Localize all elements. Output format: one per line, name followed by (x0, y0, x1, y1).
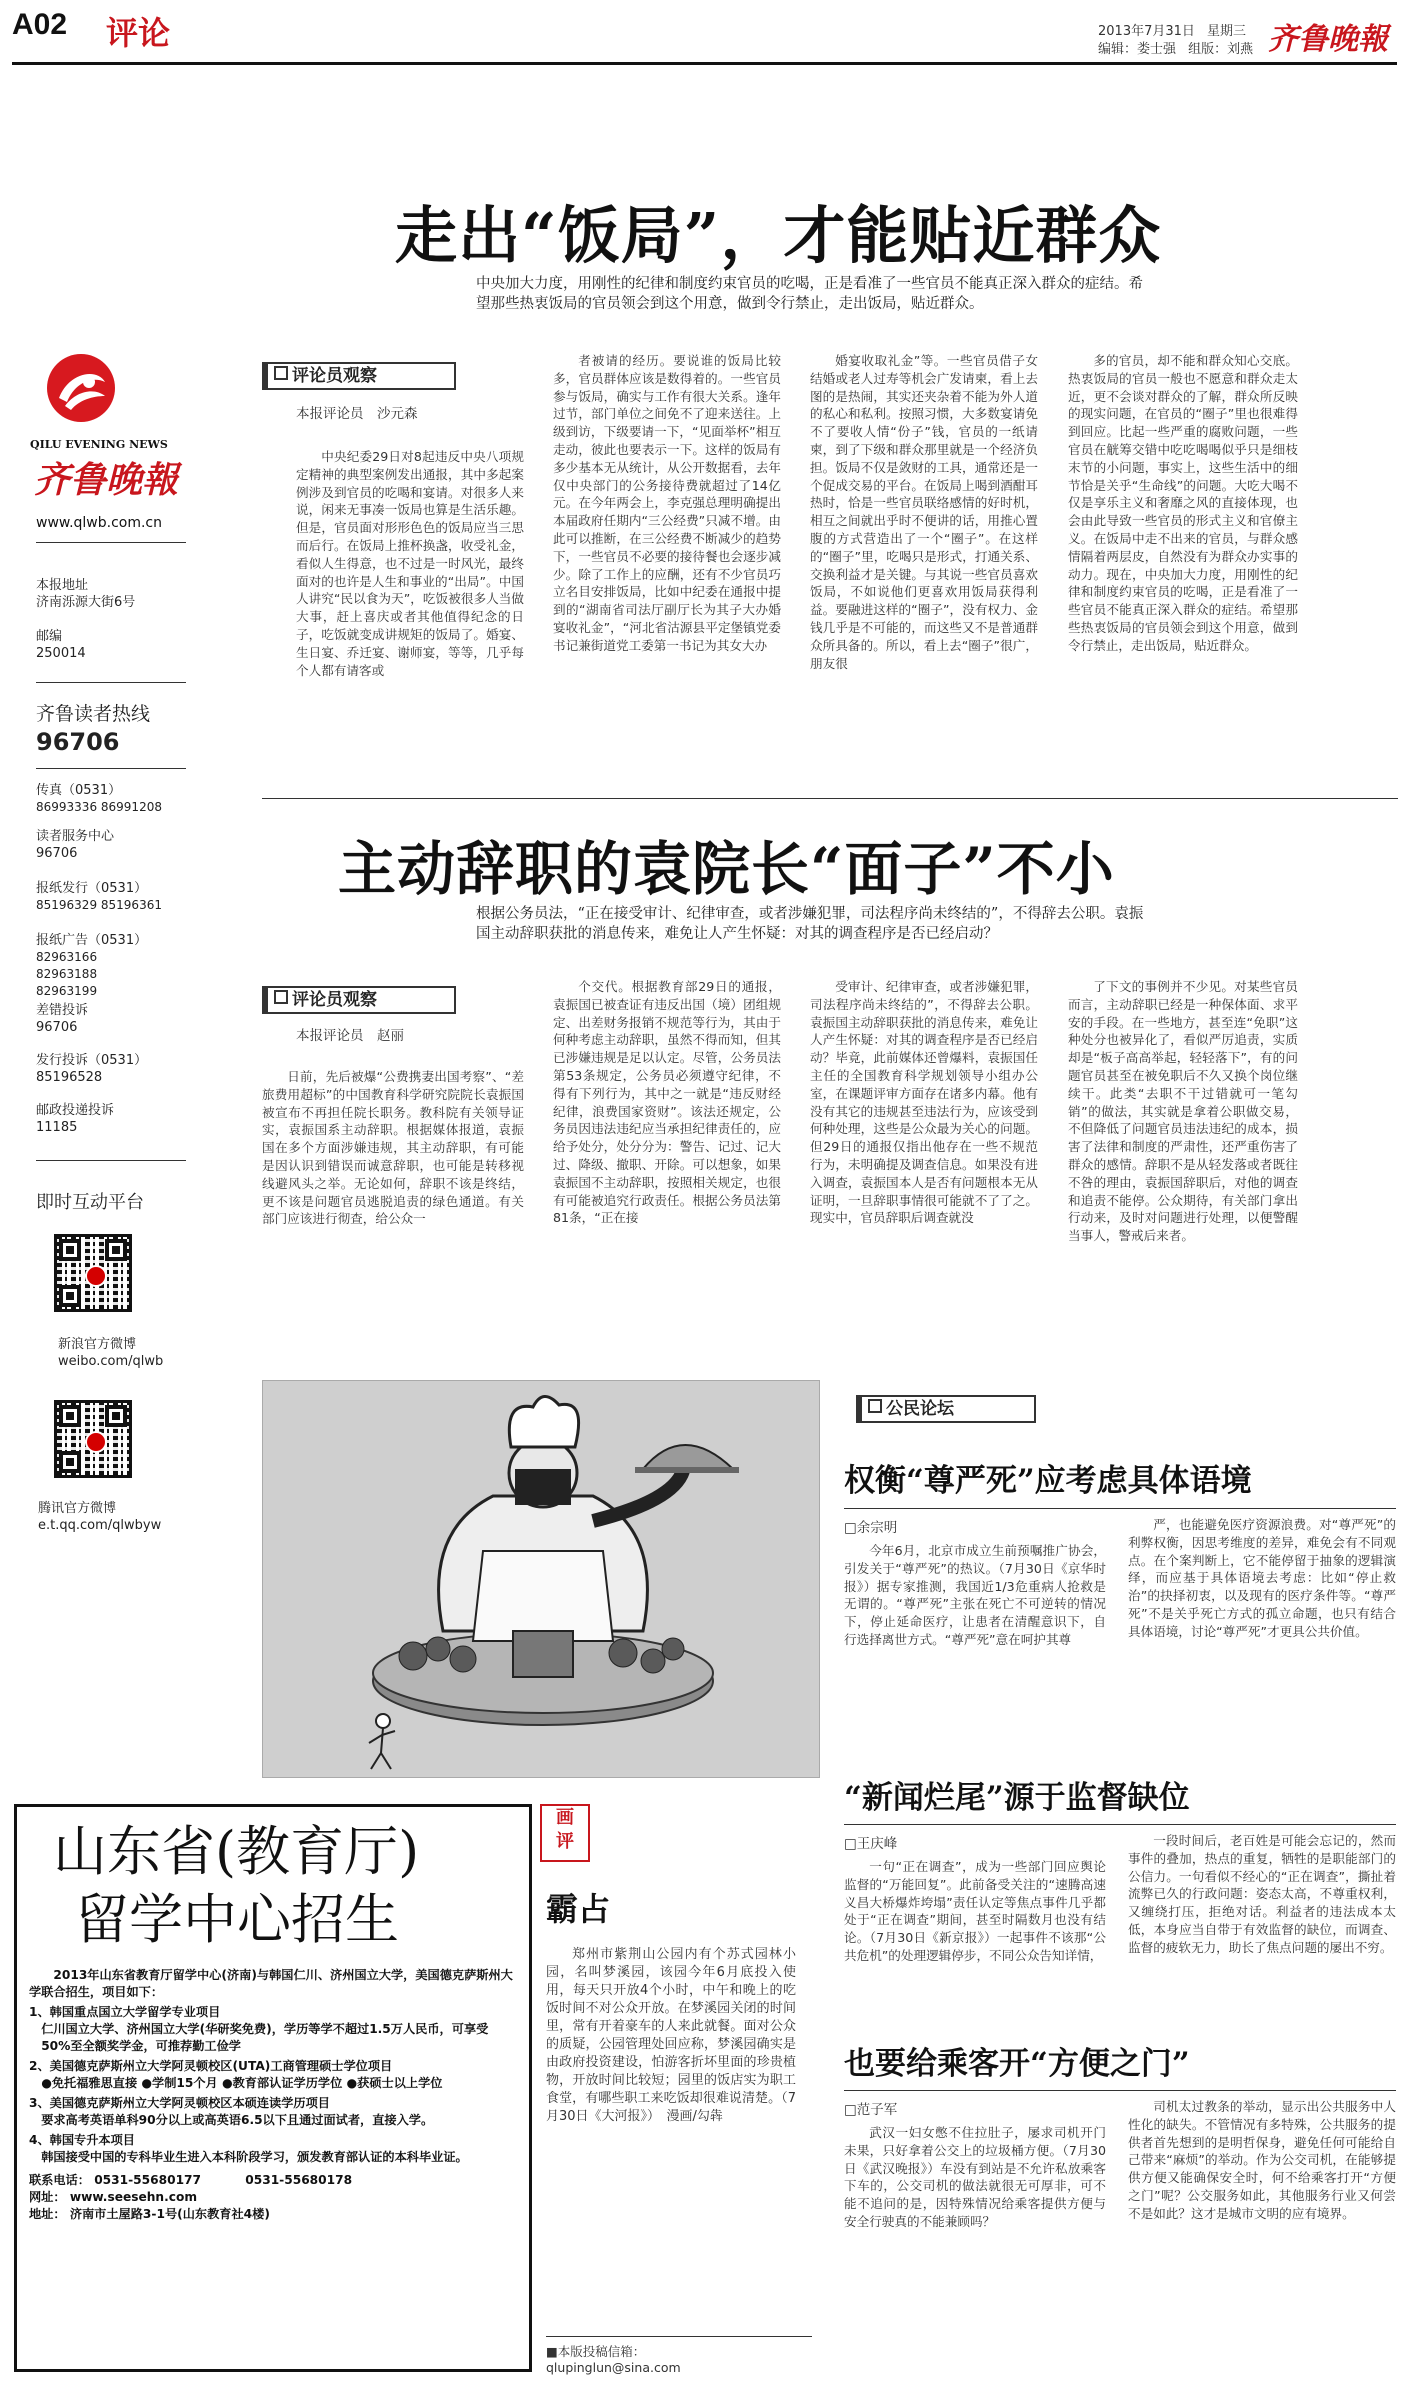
ad-headline-1: 山东省(教育厅) (53, 1820, 420, 1883)
forum-article1-headline: 权衡“尊严死”应考虑具体语境 (844, 1463, 1252, 1499)
ad-addr-row (29, 2206, 513, 2223)
cartoon-comment-badge (540, 1804, 590, 1862)
postcode-label: 邮编 (36, 629, 63, 644)
label-text: 评论员观察 (292, 990, 377, 1010)
website-url[interactable]: www.qlwb.com.cn (36, 515, 162, 531)
postcode: 250014 (36, 646, 86, 661)
qr-logo-icon (85, 1265, 107, 1287)
label-square-icon (274, 990, 288, 1004)
logo-english: QILU EVENING NEWS (30, 438, 168, 451)
qr-finder (59, 1239, 81, 1261)
forum-article3-headline: 也要给乘客开“方便之门” (844, 2046, 1190, 2082)
sina-weibo-url[interactable]: weibo.com/qlwb (58, 1354, 164, 1369)
article1-col2-text: 者被请的经历。要说谁的饭局比较多，官员群体应该是数得着的。一些官员参与饭局，确实与工作有很大关系。逢年过节，部门单位之间免不了迎来送往。上级到访，下级要请一下，“见面举杯”相互走动，彼此也要表示一下。这样的饭局有多少基本无从统计，从公开数据看，去年仅中央部门的公务接待费就超过了14亿元。在今年两会上，李克强总理明确提出本届政府任期内“三公经费”只减不增。由此可以推断，在三公经费不断减少的趋势下，一些官员不必要的接待餐也会逐步减少。除了工作上的应酬，还有不少官员巧立名目安排饭局，比如中纪委在通报中提到的“湖南省司法厅副厅长为其子大办婚宴收礼金”，“河北省沽源县平定堡镇党委书记兼街道党工委第一书记为其女大办 (553, 353, 781, 653)
ad-phone-1[interactable]: 0531-55680177 (94, 2173, 202, 2187)
article2-col4 (1068, 978, 1298, 1344)
label-text: 评论员观察 (292, 366, 377, 386)
page-number: A02 (12, 8, 68, 41)
article1-divider (262, 798, 1398, 799)
hotline-label: 齐鲁读者热线 (36, 703, 151, 725)
qr-finder (59, 1285, 81, 1307)
article2-col2 (553, 978, 781, 1344)
forum-article2-col2 (1128, 1832, 1396, 2026)
ad-addr: 济南市土屋路3-1号(山东教育社4楼) (69, 2207, 270, 2221)
forum-article2-headline: “新闻烂尾”源于监督缺位 (844, 1780, 1190, 1816)
ad-item1: 1、韩国重点国立大学留学专业项目 (29, 2005, 221, 2019)
ad-item2-tags: ●免托福雅思直接 ●学制15个月 ●教育部认证学历学位 ●获硕士以上学位 (41, 2076, 443, 2090)
header-brand-logo: 齐鲁晚報 (1268, 22, 1388, 57)
article1-col1 (296, 448, 524, 784)
header-rule (12, 62, 1397, 65)
forum-article1-col2-text: 严，也能避免医疗资源浪费。对“尊严死”的利弊权衡，因思考维度的差异，难免会有不同观点。在个案判断上，它不能停留于抽象的逻辑演绎，而应基于具体语境去考虑：比如“停止救治”的抉择初衷，以及现有的医疗条件等。“尊严死”不是关乎死亡方式的孤立命题，也只有结合具体语境，讨论“尊严死”才更具公共价值。 (1128, 1517, 1396, 1639)
qr-finder (59, 1405, 81, 1427)
date-text: 2013年7月31日 (1098, 24, 1195, 39)
badge-char-2: 评 (556, 1831, 574, 1852)
forum-article2-author: □王庆峰 (844, 1836, 898, 1852)
editor-credits (1098, 38, 1253, 57)
section-title: 评论 (106, 14, 171, 52)
ad-site[interactable]: www.seesehn.com (69, 2190, 198, 2204)
forum-section-label (856, 1395, 1036, 1423)
article1-col4-text: 多的官员，却不能和群众知心交底。热衷饭局的官员一般也不愿意和群众走太近，更不会谈对群众的了解，群众所反映的现实问题，在官员的“圈子”里也很难得到回应。比起一些严重的腐败问题，一些官员在觥筹交错中吃吃喝喝似乎只是细枝末节的小问题，事实上，这些生活中的细节恰是关乎“生命线”的问题。大吃大喝不仅是享乐主义和奢靡之风的直接体现，也会由此导致一些官员的形式主义和官僚主义。在饭局中走不出来的官员，与群众感情隔着两层皮，自然没有为群众办实事的动力。现在，中央加大力度，用刚性的纪律和制度约束官员的吃喝，正是看准了一些官员不能真正深入群众的症结。希望那些热衷饭局的官员领会到这个用意，做到令行禁止，走出饭局，贴近群众。 (1068, 353, 1298, 653)
postal-number: 11185 (36, 1120, 78, 1135)
reader-service-label: 读者服务中心 (36, 829, 115, 844)
qr-finder (59, 1451, 81, 1473)
cartoon-illustration (262, 1380, 820, 1778)
education-ad[interactable] (14, 1804, 532, 2372)
forum-article2-rule (844, 1824, 1396, 1825)
delivery-number: 85196528 (36, 1070, 103, 1085)
complaint-label: 差错投诉 (36, 1003, 89, 1018)
forum-article1-col1 (844, 1542, 1106, 1752)
ad-item2: 2、美国德克萨斯州立大学阿灵顿校区(UTA)工商管理硕士学位项目 (29, 2059, 393, 2073)
submission-label: ■本版投稿信箱： (546, 2344, 646, 2359)
forum-article2-col1 (844, 1858, 1106, 2026)
editor-text: 编辑：娄士强 (1098, 42, 1177, 57)
article2-deck: 根据公务员法，“正在接受审计、纪律审查，或者涉嫌犯罪，司法程序尚未终结的”，不得辞去公职。袁振国主动辞职获批的消息传来，难免让人产生怀疑：对其的调查程序是否已经启动？ (476, 906, 1144, 942)
forum-article3-rule (844, 2090, 1396, 2091)
forum-article1-author: □余宗明 (844, 1520, 898, 1536)
delivery-label: 发行投诉（0531） (36, 1053, 148, 1068)
submission-email[interactable]: qlupinglun@sina.com (546, 2360, 681, 2375)
tencent-weibo-url[interactable]: e.t.qq.com/qlwbyw (38, 1518, 162, 1533)
forum-article1-col1-text: 今年6月，北京市成立生前预嘱推广协会，引发关于“尊严死”的热议。（7月30日《京华时报》）据专家推测，我国近1/3危重病人抢救是无谓的。“尊严死”主张在死亡不可逆转的情况下，停止延命医疗，让患者在清醒意识下，自行选择离世方式。“尊严死”意在呵护其尊 (844, 1543, 1106, 1647)
ad-item4: 4、韩国专升本项目 (29, 2133, 135, 2147)
sidebar-rule-3 (36, 768, 186, 769)
cartoon-caption-text: 郑州市紫荆山公园内有个苏式园林小园，名叫梦溪园，该园今年6月底投入使用，每天只开放4个小时，中午和晚上的吃饭时间不对公众开放。在梦溪园关闭的时间里，常有开着豪车的人来此就餐。面对公众的质疑，公园管理处回应称，梦溪园确实是由政府投资建设，怕游客折坏里面的珍贵植物，开放时间比较短；园里的饭店实为职工食堂，有哪些职工来吃饭却很难说清楚。（7月30日《大河报》） 漫画/勾犇 (546, 1947, 796, 2124)
sidebar-rule-1 (36, 542, 186, 543)
article1-col1-text: 中央纪委29日对8起违反中央八项规定精神的典型案例发出通报，其中多起案例涉及到官员的吃喝和宴请。对很多人来说，闲来无事凑一饭局也算是生活乐趣。但是，官员面对形形色色的饭局应当三思而后行。在饭局上推杯换盏，收受礼金，看似人生得意，也不过是一时风光，最终面对的也许是人生和事业的“出局”。中国人讲究“民以食为天”，吃饭被很多人当做大事，赶上喜庆或者其他值得纪念的日子，吃饭就变成讲规矩的饭局了。婚宴、生日宴、乔迁宴、谢师宴，等等，几乎每个人都有请客或 (296, 449, 524, 678)
article2-col4-text: 了下文的事例并不少见。对某些官员而言，主动辞职已经是一种保体面、求平安的手段。在一些地方，甚至连“免职”这种处分也被异化了，看似严厉追责，实质却是“板子高高举起，轻轻落下”，有的问题官员甚至在被免职后不久又换个岗位继续干。此类“去职不干过错就可一笔勾销”的做法，其实就是拿着公职做交易，不但降低了问题官员违法违纪的成本，损害了法律和制度的严肃性，还严重伤害了群众的感情。辞职不是从轻发落或者既往不咎的理由，袁振国辞职后，对他的调查和追责不能停。公众期待，有关部门拿出行动来，及时对问题进行处理，以便警醒当事人，警戒后来者。 (1068, 979, 1298, 1244)
badge-char-1: 画 (556, 1807, 574, 1828)
cartoon-title: 霸占 (546, 1890, 611, 1928)
label-text: 公民论坛 (886, 1399, 954, 1419)
article1-col2 (553, 352, 781, 784)
forum-article1-rule (844, 1508, 1396, 1509)
ad-addr-label: 地址： (29, 2207, 66, 2221)
ad-site-label: 网址： (29, 2190, 66, 2204)
ad-phone-label: 联系电话： (29, 2173, 90, 2187)
distribution-label: 报纸发行（0531） (36, 881, 148, 896)
postal-label: 邮政投递投诉 (36, 1103, 115, 1118)
article1-byline: 本报评论员 沙元森 (296, 406, 418, 422)
article2-col2-text: 个交代。根据教育部29日的通报，袁振国已被查证有违反出国（境）团组规定、出差财务报销不规范等行为，其由于何种考虑主动辞职，虽然不得而知，但其已涉嫌违规是足以认定。尽管，公务员法第53条规定，公务员必须遵守纪律，不得有下列行为，其中之一就是“违反财经纪律，浪费国家资财”。该法还规定，公务员因违法违纪应当承担纪律责任的，应给予处分，处分分为：警告、记过、记大过、降级、撤职、开除。可以想象，如果袁振国不主动辞职，按照相关规定，也很有可能被追究行政责任。根据公务员法第81条，“正在接 (553, 979, 781, 1226)
tencent-weibo-qr-code[interactable] (54, 1400, 132, 1478)
issue-date (1098, 20, 1246, 39)
qr-finder (105, 1239, 127, 1261)
article2-col3-text: 受审计、纪律审查，或者涉嫌犯罪，司法程序尚未终结的”，不得辞去公职。袁振国主动辞职获批的消息传来，难免让人产生怀疑：对其的调查程序是否已经启动？毕竟，此前媒体还曾爆料，袁振国任主任的全国教育科学规划领导小组办公室，在课题评审方面存在诸多内幕。他有没有其它的违规甚至违法行为，应该受到何种处理，这些是公众最为关心的问题。但29日的通报仅指出他存在一些不规范行为，未明确提及调查信息。如果没有进入调查，袁振国本人是否有问题根本无从证明，一旦辞职事情很可能就不了了之。现实中，官员辞职后调查就没 (810, 979, 1038, 1226)
ad-item3-detail: 要求高考英语单科90分以上或高英语6.5以下且通过面试者，直接入学。 (41, 2113, 434, 2127)
forum-article3-author: □范子军 (844, 2102, 898, 2118)
sina-weibo-label: 新浪官方微博 (58, 1337, 137, 1352)
forum-article2-col2-text: 一段时间后，老百姓是可能会忘记的，然而事件的叠加，热点的重复，牺牲的是职能部门的公信力。一句看似不经心的“正在调查”，撕扯着流弊已久的行政问题：姿态太高，不尊重权利，又缠绕打压，拒绝对话。利益者的违法成本太低，本身应当自带于有效监督的缺位，而调查、监督的疲软无力，助长了焦点问题的屡出不穷。 (1128, 1833, 1396, 1955)
hotline-number[interactable]: 96706 (36, 728, 120, 756)
article2-col1-text: 日前，先后被爆“公费携妻出国考察”、“差旅费用超标”的中国教育科学研究院院长袁振国被宣布不再担任院长职务。教科院有关领导证实，袁振国系主动辞职。根据媒体报道，袁振国在多个方面涉嫌违规，其主动辞职，有可能是因认识到错误而诚意辞职，也可能是转移视线避风头之举。无论如何，辞职不该是终结，更不该是问题官员逃脱追责的绿色通道。有关部门应该进行彻查，给公众一 (262, 1069, 524, 1227)
label-square-icon (868, 1399, 882, 1413)
article2-col3 (810, 978, 1038, 1344)
article1-col3 (810, 352, 1038, 784)
forum-article2-col1-text: 一句“正在调查”，成为一些部门回应舆论监督的“万能回复”。此前备受关注的“速腾高速义昌大桥爆炸垮塌”责任认定等焦点事件几乎都处于“正在调查”期间，甚至时隔数月也没有结论。（7月30日《新京报》）一起事件不该那“公共危机”的处理逻辑停步，不同公众告知详情， (844, 1859, 1106, 1963)
forum-article1-col2 (1128, 1516, 1396, 1752)
article1-col3-text: 婚宴收取礼金”等。一些官员借子女结婚或老人过寿等机会广发请柬，看上去图的是热闹，其实还夹杂着不能为外人道的私心和私利。按照习惯，大多数宴请免不了要收人情“份子”钱，官员的一纸请柬，到了下级和群众那里就是一个经济负担。饭局不仅是敛财的工具，通常还是一个促成交易的平台。在饭局上喝到酒酣耳热时，恰是一些官员联络感情的好时机，相互之间就出乎时不便讲的话，用推心置腹的方式营造出了一个“圈子”。在这样的“圈子”里，吃喝只是形式，打通关系、交换利益才是关键。与其说一些官员喜欢饭局，不如说他们更喜欢用饭局获得利益。要融进这样的“圈子”，没有权力、金钱几乎是不可能的，而这些又不是普通群众所具备的。所以，看上去“圈子”很广，朋友很 (810, 353, 1038, 671)
ad-phone-2[interactable]: 0531-55680178 (245, 2173, 353, 2187)
article1-deck: 中央加大力度，用刚性的纪律和制度约束官员的吃喝，正是看准了一些官员不能真正深入群众的症结。希望那些热衷饭局的官员领会到这个用意，做到令行禁止，走出饭局，贴近群众。 (476, 276, 1143, 312)
submission-rule (546, 2336, 812, 2337)
sidebar-rule-2 (36, 682, 186, 683)
reader-service-number: 96706 (36, 846, 78, 861)
layout-text: 组版：刘燕 (1188, 42, 1254, 57)
ad-item4-detail: 韩国接受中国的专科毕业生进入本科阶段学习，颁发教育部认证的本科毕业证。 (41, 2150, 468, 2164)
label-square-icon (274, 366, 288, 380)
newspaper-logo-emblem (45, 352, 117, 424)
ad-item3: 3、美国德克萨斯州立大学阿灵顿校区本硕连读学历项目 (29, 2096, 330, 2110)
qr-logo-icon (85, 1431, 107, 1453)
forum-article3-col1-text: 武汉一妇女憋不住拉肚子，屡求司机开门未果，只好拿着公交上的垃圾桶方便。（7月30日《武汉晚报》）车没有到站是不允许私放乘客下车的，公交司机的做法就很无可厚非，可不能不追问的是，因特殊情况给乘客提供方便与安全行驶真的不能兼顾吗？ (844, 2125, 1106, 2229)
forum-article3-col1 (844, 2124, 1106, 2370)
tencent-weibo-label: 腾讯官方微博 (38, 1501, 117, 1516)
address: 济南泺源大街6号 (36, 595, 136, 610)
address-label: 本报地址 (36, 578, 89, 593)
cartoon-caption (546, 1946, 796, 2198)
ad-intro: 2013年山东省教育厅留学中心(济南)与韩国仁川、济州国立大学，美国德克萨斯州大学联合招生，项目如下： (29, 1968, 513, 1999)
article2-section-label (262, 986, 456, 1014)
article1-headline: 走出“饭局”，才能贴近群众 (395, 199, 1162, 272)
ads-number: 82963166 82963188 82963199 (36, 950, 98, 998)
article2-headline: 主动辞职的袁院长“面子”不小 (338, 835, 1115, 903)
ad-site-row (29, 2189, 513, 2206)
article1-col4 (1068, 352, 1298, 784)
forum-article3-col2 (1128, 2098, 1396, 2370)
ad-phone-row (29, 2172, 513, 2189)
logo-chinese: 齐鲁晚報 (34, 459, 179, 501)
distribution-number: 85196329 85196361 (36, 898, 162, 912)
weekday-text: 星期三 (1207, 24, 1247, 39)
interactive-label: 即时互动平台 (36, 1192, 144, 1213)
article2-byline: 本报评论员 赵丽 (296, 1028, 404, 1044)
fax-label: 传真（0531） (36, 783, 122, 798)
forum-article3-col2-text: 司机太过教条的举动，显示出公共服务中人性化的缺失。不管情况有多特殊，公共服务的提供者首先想到的是明哲保身，避免任何可能给自己带来“麻烦”的举动。作为公交司机，在能够提供方便又能确保安全时，何不给乘客打开“方便之门”呢？公交服务如此，其他服务行业又何尝不是如此？这才是城市文明的应有境界。 (1128, 2099, 1396, 2221)
ad-item1-detail: 仁川国立大学、济州国立大学(华研奖免费)，学历等学不超过1.5万人民币，可享受50%至全额奖学金，可推荐勤工俭学 (41, 2022, 489, 2053)
ads-label: 报纸广告（0531） (36, 933, 148, 948)
ad-headline-2: 留学中心招生 (75, 1888, 399, 1951)
sina-weibo-qr-code[interactable] (54, 1234, 132, 1312)
sidebar-rule-4 (36, 1160, 186, 1161)
article2-col1 (262, 1068, 524, 1344)
complaint-number: 96706 (36, 1020, 78, 1035)
article1-section-label (262, 362, 456, 390)
fax-number: 86993336 86991208 (36, 800, 162, 814)
qr-finder (105, 1405, 127, 1427)
